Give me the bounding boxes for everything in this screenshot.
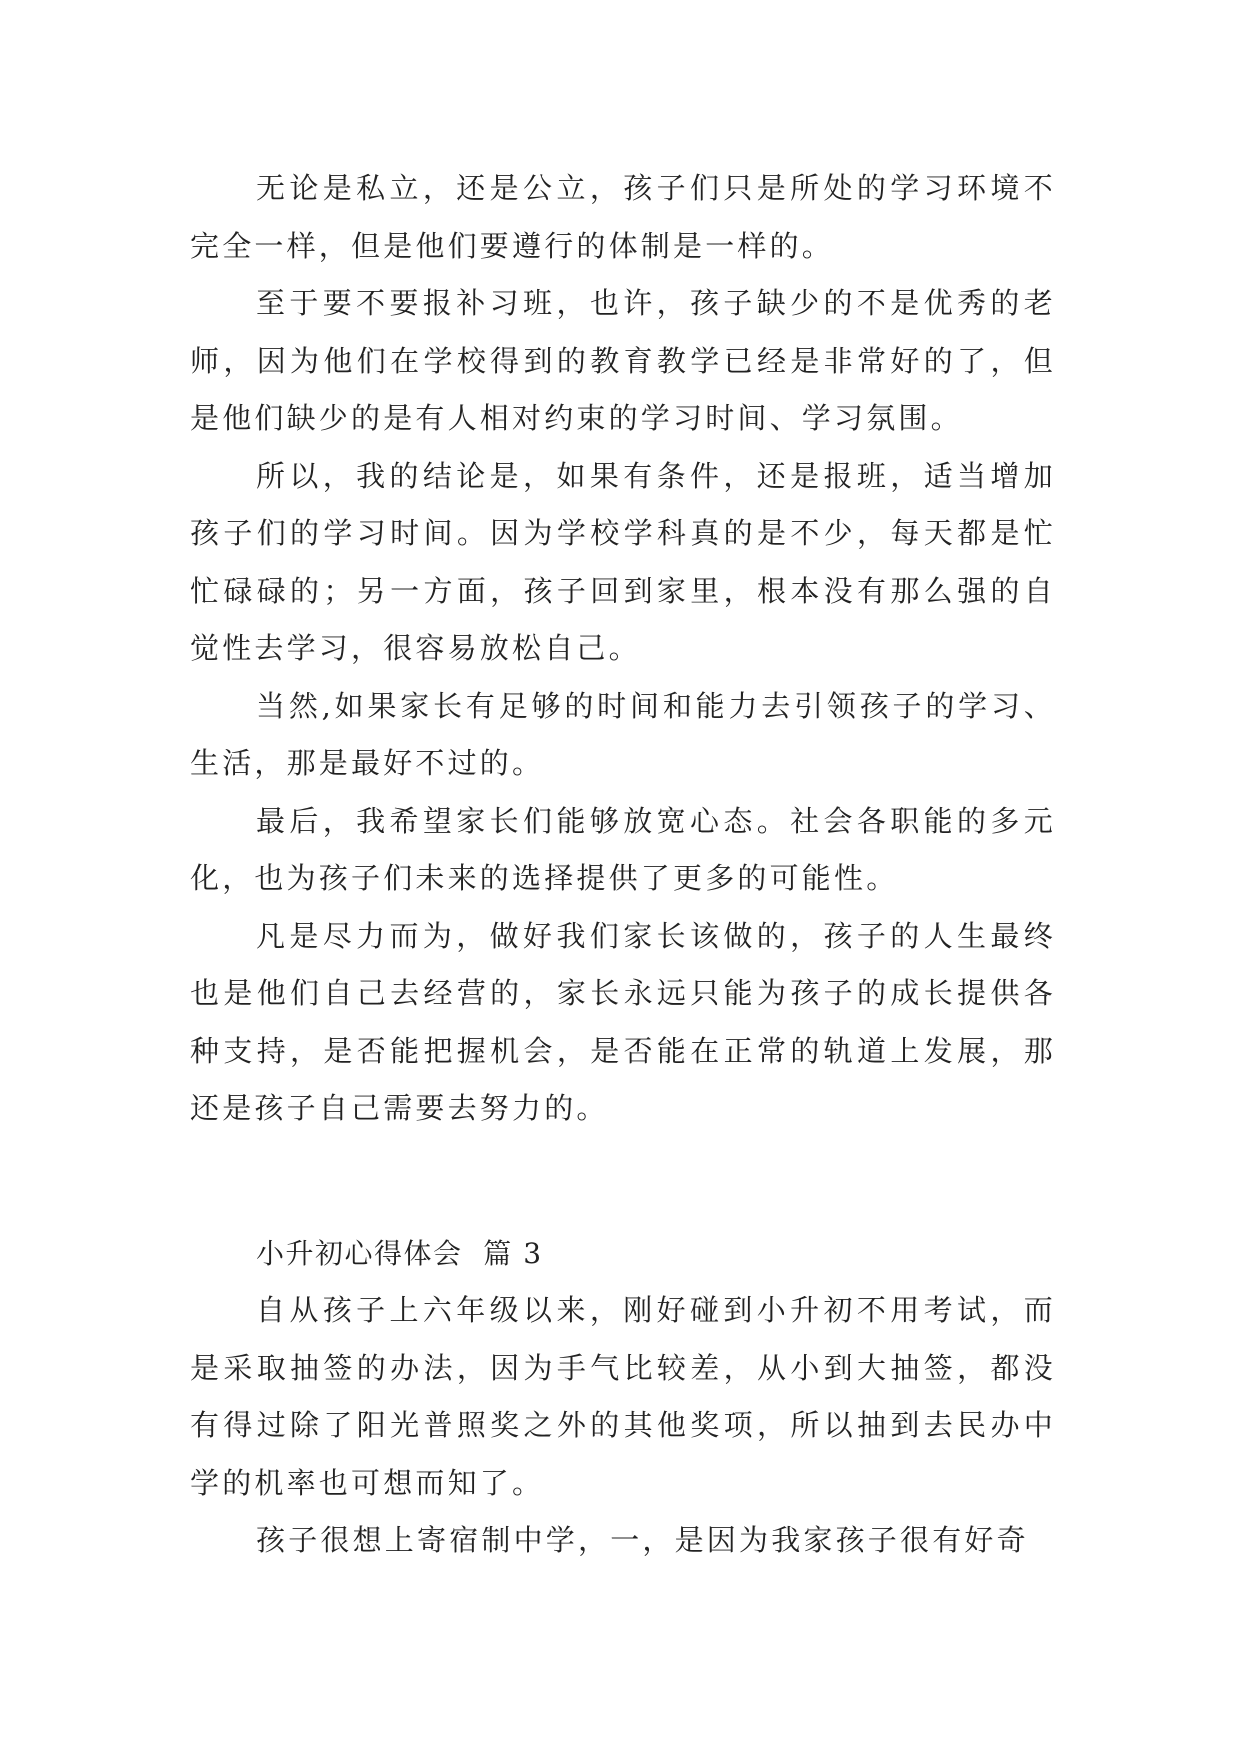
- paragraph-6: 凡是尽力而为，做好我们家长该做的，孩子的人生最终也是他们自己去经营的，家长永远只能为孩子的成长提供各种支持，是否能把握机会，是否能在正常的轨道上发展，那还是孩子自己需要去努力的。: [190, 918, 1056, 1125]
- paragraph-5: 最后，我希望家长们能够放宽心态。社会各职能的多元化，也为孩子们未来的选择提供了更多的可能性。: [190, 803, 1056, 895]
- paragraph-3: 所以，我的结论是，如果有条件，还是报班，适当增加孩子们的学习时间。因为学校学科真的是不少，每天都是忙忙碌碌的；另一方面，孩子回到家里，根本没有那么强的自觉性去学习，很容易放松自己。: [190, 458, 1056, 665]
- paragraph-8: 孩子很想上寄宿制中学，一，是因为我家孩子很有好奇: [256, 1523, 1029, 1557]
- paragraph-7: 自从孩子上六年级以来，刚好碰到小升初不用考试，而是采取抽签的办法，因为手气比较差，从小到大抽签，都没有得过除了阳光普照奖之外的其他奖项，所以抽到去民办中学的机率也可想而知了。: [190, 1293, 1056, 1500]
- document-body: [190, 160, 1056, 1570]
- paragraph-1: 无论是私立，还是公立，孩子们只是所处的学习环境不完全一样，但是他们要遵行的体制是一样的。: [190, 171, 1056, 263]
- paragraph-2: 至于要不要报补习班，也许，孩子缺少的不是优秀的老师，因为他们在学校得到的教育教学已经是非常好的了，但是他们缺少的是有人相对约束的学习时间、学习氛围。: [190, 286, 1056, 435]
- paragraph-4: 当然,如果家长有足够的时间和能力去引领孩子的学习、生活，那是最好不过的。: [190, 688, 1056, 780]
- section-heading: 小升初心得体会 篇 3: [256, 1236, 543, 1270]
